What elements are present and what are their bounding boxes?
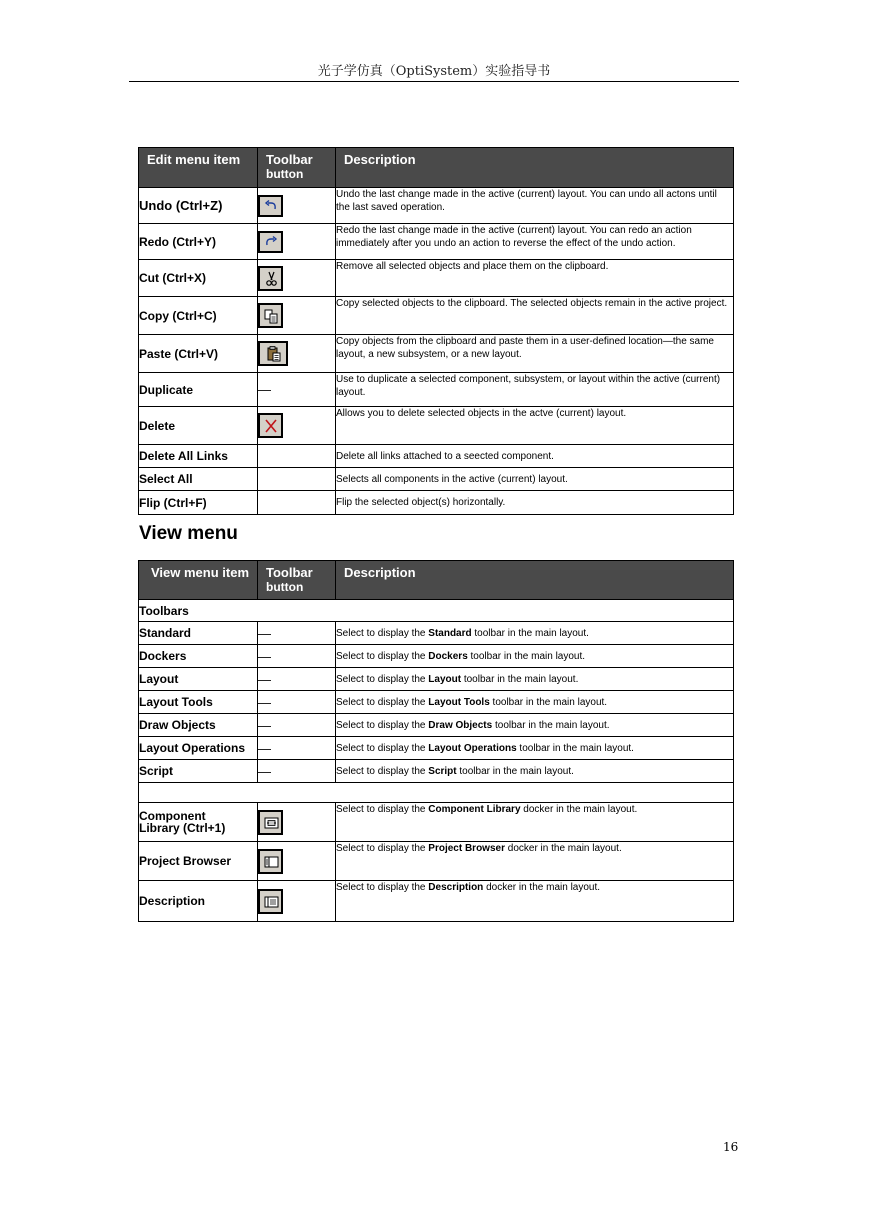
desc-bold: Dockers (428, 650, 468, 662)
scissors-icon (258, 266, 283, 291)
desc-bold: Project Browser (428, 843, 505, 854)
col-toolbar-label: Toolbar (266, 565, 313, 580)
table-row (139, 714, 734, 737)
table-row (139, 297, 734, 335)
desc-bold: Layout Operations (428, 742, 517, 754)
desc-suffix: docker in the main layout. (486, 882, 601, 893)
description-cell (336, 842, 734, 881)
description-cell (336, 760, 734, 783)
view-menu-table (138, 560, 734, 922)
menu-item-paste: Paste (Ctrl+V) (139, 335, 258, 373)
menu-item-delete-all-links: Delete All Links (139, 445, 258, 468)
menu-item-component-library (139, 803, 258, 842)
desc-suffix: toolbar in the main layout. (492, 696, 608, 708)
col-button-label: button (266, 167, 304, 181)
section-toolbars: Toolbars (139, 600, 734, 622)
desc-prefix: Select to display the (336, 696, 426, 708)
desc-suffix: toolbar in the main layout. (474, 627, 589, 639)
table-row (139, 468, 734, 491)
desc-prefix: Select to display the (336, 650, 426, 662)
description-cell (336, 668, 734, 691)
menu-item-toolbar: Layout (139, 668, 258, 691)
description-cell (336, 803, 734, 842)
menu-item-toolbar: Standard (139, 622, 258, 645)
col-button-label: button (266, 580, 304, 594)
menu-item-flip: Flip (Ctrl+F) (139, 491, 258, 515)
desc-suffix: docker in the main layout. (523, 804, 638, 815)
table-row (139, 407, 734, 445)
description-cell: Copy objects from the clipboard and paste them in a user-defined location—the same layout, a new subsystem, or a new layout. (336, 335, 734, 373)
desc-prefix: Select to display the (336, 742, 426, 754)
table-row (139, 260, 734, 297)
menu-item-description: Description (139, 881, 258, 922)
table-row (139, 737, 734, 760)
desc-prefix: Select to display the (336, 804, 426, 815)
col-description: Description (336, 148, 734, 188)
table-row (139, 645, 734, 668)
table-row (139, 668, 734, 691)
desc-suffix: docker in the main layout. (507, 843, 622, 854)
menu-item-toolbar: Dockers (139, 645, 258, 668)
col-toolbar-button (258, 561, 336, 600)
description-cell (336, 622, 734, 645)
desc-bold: Description (428, 882, 484, 893)
description-cell: Delete all links attached to a seected component. (336, 445, 734, 468)
table-row (139, 803, 734, 842)
description-cell: Selects all components in the active (current) layout. (336, 468, 734, 491)
desc-bold: Layout (428, 673, 462, 685)
no-toolbar-dash: — (258, 717, 271, 733)
col-toolbar-button (258, 148, 336, 188)
toolbar-rows (139, 622, 734, 783)
menu-item-toolbar: Script (139, 760, 258, 783)
col-description: Description (336, 561, 734, 600)
copy-icon (258, 303, 283, 328)
table-row (139, 445, 734, 468)
spacer-row (139, 783, 734, 803)
desc-prefix: Select to display the (336, 765, 426, 777)
menu-item-select-all: Select All (139, 468, 258, 491)
table-row (139, 491, 734, 515)
description-cell: Use to duplicate a selected component, subsystem, or layout within the active (current) layout. (336, 373, 734, 407)
view-table-header (139, 561, 734, 600)
menu-item-label: Component (139, 809, 206, 823)
menu-item-undo: Undo (Ctrl+Z) (139, 188, 258, 224)
menu-item-redo: Redo (Ctrl+Y) (139, 224, 258, 260)
description-cell: Flip the selected object(s) horizontally. (336, 491, 734, 515)
desc-suffix: toolbar in the main layout. (519, 742, 634, 754)
no-toolbar-dash: — (258, 763, 271, 779)
description-cell (336, 737, 734, 760)
undo-icon (258, 195, 283, 217)
page-header: 光子学仿真（OptiSystem）实验指导书 (317, 64, 551, 79)
page-number: 16 (723, 1140, 739, 1154)
no-toolbar-dash: — (258, 740, 271, 756)
menu-item-toolbar: Layout Operations (139, 737, 258, 760)
desc-suffix: toolbar in the main layout. (470, 650, 586, 662)
delete-x-icon (258, 413, 283, 438)
menu-item-label: Library (Ctrl+1) (139, 821, 226, 835)
section-row (139, 600, 734, 622)
desc-suffix: toolbar in the main layout. (459, 765, 574, 777)
desc-bold: Standard (428, 627, 472, 639)
edit-table-header (139, 148, 734, 188)
desc-prefix: Select to display the (336, 627, 426, 639)
table-row (139, 622, 734, 645)
menu-item-duplicate: Duplicate (139, 373, 258, 407)
no-toolbar-dash: — (258, 625, 271, 641)
view-menu-heading: View menu (139, 523, 238, 544)
menu-item-toolbar: Layout Tools (139, 691, 258, 714)
table-row (139, 881, 734, 922)
project-browser-icon (258, 849, 283, 874)
table-row (139, 224, 734, 260)
table-row (139, 335, 734, 373)
col-toolbar-label: Toolbar (266, 152, 313, 167)
desc-prefix: Select to display the (336, 843, 426, 854)
no-toolbar-dash: — (258, 694, 271, 710)
redo-icon (258, 231, 283, 253)
component-library-icon (258, 810, 283, 835)
menu-item-project-browser: Project Browser (139, 842, 258, 881)
menu-item-toolbar: Draw Objects (139, 714, 258, 737)
menu-item-delete: Delete (139, 407, 258, 445)
edit-menu-table (138, 147, 734, 515)
description-cell (336, 645, 734, 668)
col-edit-menu-item: Edit menu item (139, 148, 258, 188)
table-row (139, 760, 734, 783)
table-row (139, 842, 734, 881)
desc-prefix: Select to display the (336, 673, 426, 685)
desc-bold: Layout Tools (428, 696, 490, 708)
desc-prefix: Select to display the (336, 882, 426, 893)
description-cell: Copy selected objects to the clipboard. The selected objects remain in the active project. (336, 297, 734, 335)
paste-icon (258, 341, 288, 366)
desc-bold: Component Library (428, 804, 521, 815)
desc-bold: Draw Objects (428, 719, 493, 731)
menu-item-cut: Cut (Ctrl+X) (139, 260, 258, 297)
menu-item-copy: Copy (Ctrl+C) (139, 297, 258, 335)
no-toolbar-dash: — (258, 648, 271, 664)
description-panel-icon (258, 889, 283, 914)
no-toolbar-dash: — (258, 382, 271, 397)
desc-suffix: toolbar in the main layout. (463, 673, 579, 685)
desc-suffix: toolbar in the main layout. (494, 719, 610, 731)
description-cell (336, 881, 734, 922)
table-row (139, 188, 734, 224)
description-cell: Undo the last change made in the active (current) layout. You can undo all actons until the last saved operation. (336, 188, 734, 224)
table-row (139, 691, 734, 714)
table-row (139, 373, 734, 407)
description-cell: Redo the last change made in the active (current) layout. You can redo an action immediately after you undo an action to reverse the effect of the undo action. (336, 224, 734, 260)
description-cell (336, 714, 734, 737)
header-rule (129, 81, 739, 82)
no-toolbar-dash: — (258, 671, 271, 687)
desc-prefix: Select to display the (336, 719, 426, 731)
description-cell: Allows you to delete selected objects in the actve (current) layout. (336, 407, 734, 445)
description-cell (336, 691, 734, 714)
desc-bold: Script (428, 765, 457, 777)
description-cell: Remove all selected objects and place them on the clipboard. (336, 260, 734, 297)
col-view-menu-item: View menu item (139, 561, 258, 600)
